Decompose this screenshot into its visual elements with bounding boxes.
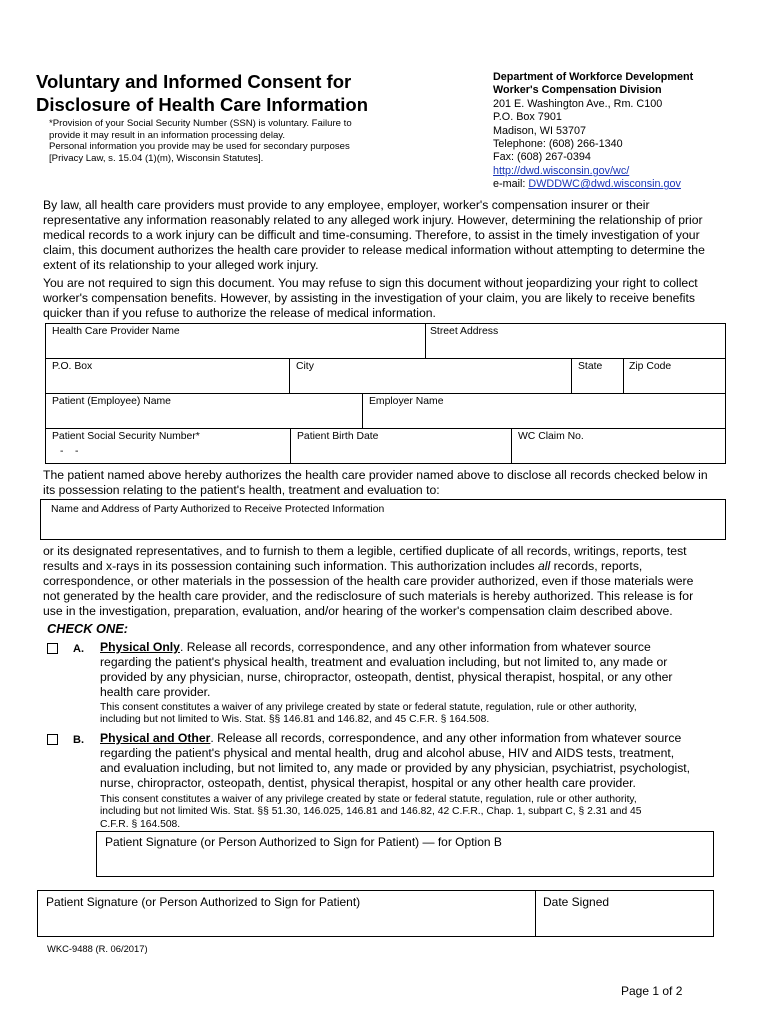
patient-signature-field[interactable]	[38, 891, 535, 936]
option-b-signature-field[interactable]	[96, 831, 714, 877]
option-a-heading: Physical Only	[100, 640, 180, 654]
ssn-value: - -	[60, 446, 79, 457]
address-line: Madison, WI 53707	[493, 124, 587, 137]
patient-name-label: Patient (Employee) Name	[52, 396, 171, 407]
ssn-label: Patient Social Security Number*	[52, 431, 200, 442]
option-b-waiver	[100, 794, 730, 831]
representatives-paragraph	[43, 544, 733, 619]
po-box-field[interactable]	[46, 359, 289, 393]
waiver-line: This consent constitutes a waiver of any privilege created by state or federal statute, regulation, rule or other authority,	[100, 702, 637, 713]
paragraph-line: use in the investigation, preparation, evaluation, and/or hearing of the worker's compensation claim described above.	[43, 604, 673, 618]
paragraph-line: or its designated representatives, and to furnish to them a legible, certified duplicate of all records, writings, reports, test	[43, 544, 687, 558]
birth-date-field[interactable]	[291, 429, 511, 464]
claim-number-field[interactable]	[512, 429, 725, 464]
birth-date-label: Patient Birth Date	[297, 431, 379, 442]
ssn-note-line: Personal information you provide may be used for secondary purposes	[49, 141, 350, 153]
waiver-line: including but not limited Wis. Stat. §§ 51.30, 146.025, 146.81 and 146.82, 42 C.F.R., Chap. 1, subpart C, § 2.31 and 45	[100, 806, 642, 818]
waiver-line: This consent constitutes a waiver of any privilege created by state or federal statute, regulation, rule or other authority,	[100, 794, 637, 805]
option-a-letter: A.	[73, 643, 84, 655]
paragraph-line: representative any information reasonably related to any alleged work injury. However, determining the relationship of prior	[43, 213, 703, 227]
option-line: and evaluation including, but not limited to, any made or provided by any physician, psychiatrist, psychologist,	[100, 761, 691, 775]
zip-code-field[interactable]	[624, 359, 725, 393]
street-address-label: Street Address	[430, 326, 499, 337]
option-line: regarding the patient's physical health, treatment and evaluation including, but not limited to, any made or	[100, 655, 668, 669]
paragraph-line: claim, this document authorizes the health care provider to release medical information without attempting to determine the	[43, 243, 705, 257]
option-b-letter: B.	[73, 734, 84, 746]
text-run: . Release all records, correspondence, and any other information from whatever source	[210, 731, 682, 745]
intro-paragraph	[43, 198, 733, 273]
department-name: Department of Workforce Development	[493, 71, 694, 83]
authorized-party-label: Name and Address of Party Authorized to Receive Protected Information	[51, 504, 385, 515]
paragraph-line: not generated by the health care provider, and the redisclosure of such materials is hereby authorized. This release is for	[43, 589, 694, 603]
state-label: State	[578, 361, 603, 372]
option-b-checkbox[interactable]	[47, 734, 58, 745]
paragraph-line: medical records to a work injury can be difficult and time-consuming. Therefore, to assist in the timely investigation of your	[43, 228, 700, 242]
page-number: Page 1 of 2	[621, 984, 683, 998]
option-a-text	[100, 640, 730, 700]
option-line	[100, 640, 730, 655]
text-run: results and x-rays in its possession containing such information. This authorization includes	[43, 559, 538, 573]
page-title	[36, 70, 456, 116]
option-line: provided by any physician, nurse, chiropractor, osteopath, dentist, physical therapist, hospital, or any other	[100, 670, 673, 684]
division-name: Worker's Compensation Division	[493, 84, 662, 97]
option-line	[100, 731, 730, 746]
paragraph-line: its possession relating to the patient's health, treatment and evaluation to:	[43, 483, 440, 497]
ssn-field[interactable]	[46, 429, 290, 464]
option-line: health care provider.	[100, 685, 211, 699]
ssn-note-line: [Privacy Law, s. 15.04 (1)(m), Wisconsin Statutes].	[49, 152, 264, 164]
city-label: City	[296, 361, 314, 372]
ssn-note	[49, 118, 409, 164]
paragraph-line	[43, 559, 733, 574]
paragraph-line: worker's compensation benefits. However, by assisting in the investigation of your claim, you are likely to receive benefits	[43, 291, 695, 305]
email-line	[493, 178, 753, 191]
telephone: Telephone: (608) 266-1340	[493, 138, 623, 151]
city-field[interactable]	[290, 359, 571, 393]
state-field[interactable]	[572, 359, 623, 393]
option-a-checkbox[interactable]	[47, 643, 58, 654]
option-b-heading: Physical and Other	[100, 731, 211, 745]
authorized-party-field[interactable]	[40, 499, 726, 540]
website-link[interactable]: http://dwd.wisconsin.gov/wc/	[493, 164, 630, 177]
form-number: WKC-9488 (R. 06/2017)	[47, 943, 148, 954]
street-address-field[interactable]	[426, 324, 725, 358]
address-line: P.O. Box 7901	[493, 111, 562, 124]
option-a-waiver	[100, 702, 730, 727]
title-line-2: Disclosure of Health Care Information	[36, 94, 369, 115]
patient-name-field[interactable]	[46, 394, 362, 428]
waiver-line: C.F.R. § 164.508.	[100, 818, 181, 830]
option-b-signature-label: Patient Signature (or Person Authorized to Sign for Patient) — for Option B	[105, 835, 502, 849]
paragraph-line: The patient named above hereby authorizes the health care provider named above to disclose all records checked below in	[43, 468, 708, 482]
title-line-1: Voluntary and Informed Consent for	[36, 71, 352, 92]
employer-name-label: Employer Name	[369, 396, 444, 407]
option-b-text	[100, 731, 730, 791]
po-box-label: P.O. Box	[52, 361, 93, 372]
provider-name-label: Health Care Provider Name	[52, 326, 180, 337]
employer-name-field[interactable]	[363, 394, 725, 428]
ssn-note-line: provide it may result in an information processing delay.	[49, 129, 286, 141]
paragraph-line: extent of its relationship to your alleged work injury.	[43, 258, 319, 272]
authorize-paragraph	[43, 468, 733, 498]
zip-code-label: Zip Code	[629, 361, 672, 372]
claim-number-label: WC Claim No.	[518, 431, 584, 442]
date-signed-label: Date Signed	[543, 895, 610, 909]
option-line: nurse, chiropractor, osteopath, dentist, physical therapist, hospital or any other health care provider.	[100, 776, 636, 790]
paragraph-line: quicker than if you refuse to authorize the release of medical information.	[43, 306, 436, 320]
email-label: e-mail:	[493, 178, 529, 191]
paragraph-line: By law, all health care providers must provide to any employee, employer, worker's compensation insurer or their	[43, 198, 650, 212]
email-link[interactable]: DWDDWC@dwd.wisconsin.gov	[528, 178, 681, 191]
text-run: . Release all records, correspondence, and any other information from whatever source	[179, 640, 651, 654]
not-required-paragraph	[43, 276, 733, 321]
date-signed-field[interactable]	[536, 891, 713, 936]
provider-name-field[interactable]	[46, 324, 425, 358]
paragraph-line: correspondence, or other materials in the possession of the health care provider authorized, even if those materials were	[43, 574, 694, 588]
ssn-note-line: *Provision of your Social Security Number (SSN) is voluntary. Failure to	[49, 118, 352, 129]
address-line: 201 E. Washington Ave., Rm. C100	[493, 97, 663, 110]
waiver-line: including but not limited to Wis. Stat. §§ 146.81 and 146.82, and 45 C.F.R. § 164.508.	[100, 714, 490, 726]
patient-signature-label: Patient Signature (or Person Authorized to Sign for Patient)	[46, 895, 361, 909]
emphasis-text: all	[537, 559, 551, 573]
fax: Fax: (608) 267-0394	[493, 151, 591, 164]
paragraph-line: You are not required to sign this document. You may refuse to sign this document without jeopardizing your right to collect	[43, 276, 698, 290]
option-line: regarding the patient's physical and mental health, drug and alcohol abuse, HIV and AIDS tests, treatment,	[100, 746, 675, 760]
text-run: records, reports,	[550, 559, 643, 573]
department-contact	[493, 71, 753, 192]
check-one-heading: CHECK ONE:	[47, 621, 129, 636]
